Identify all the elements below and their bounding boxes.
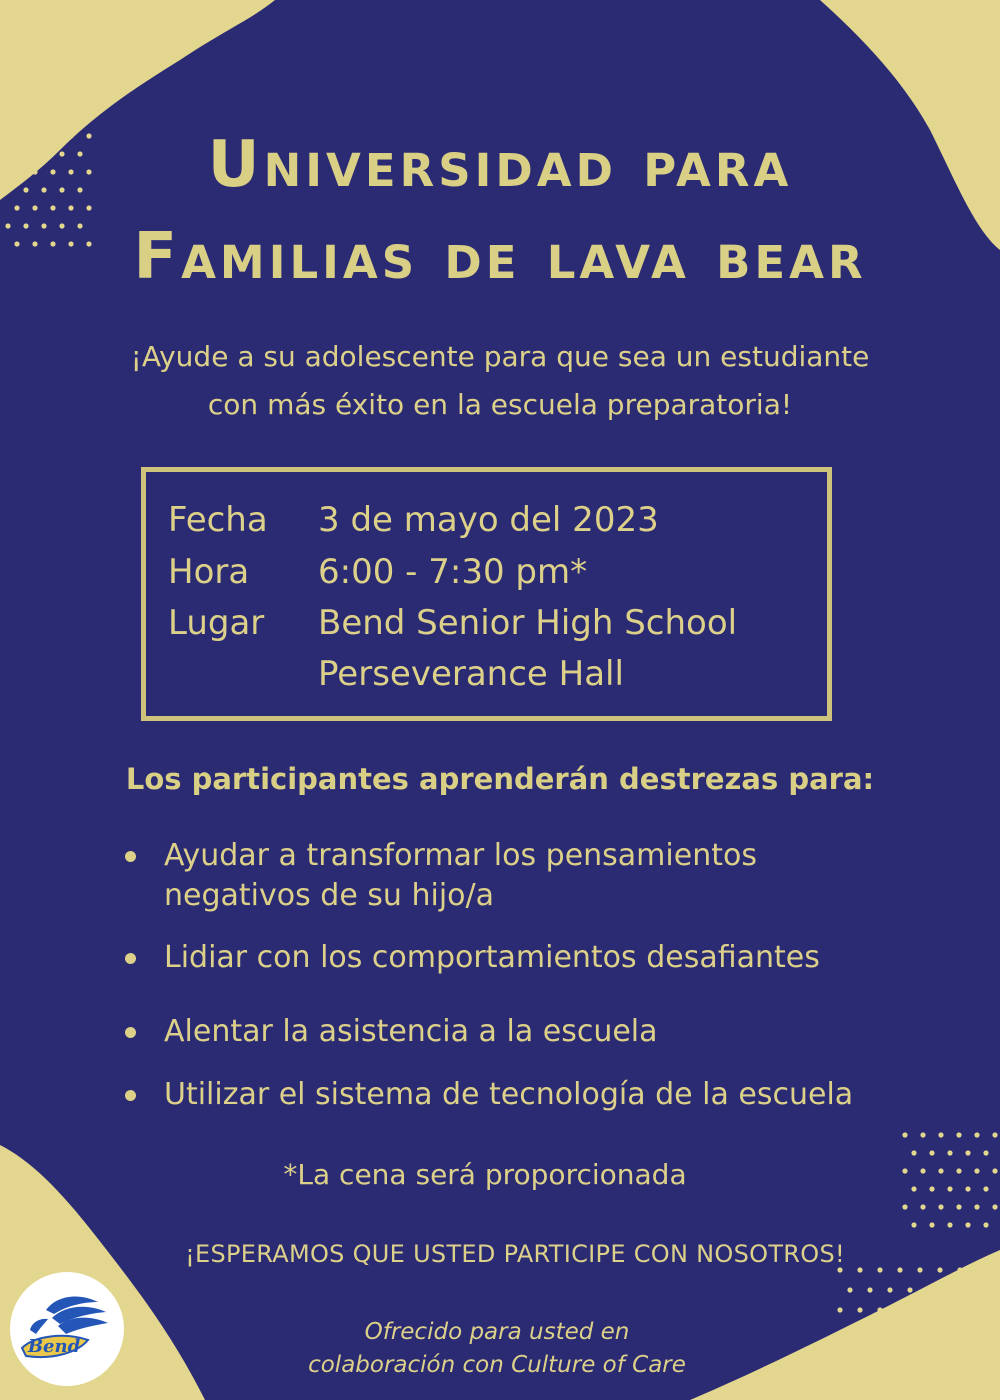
decorative-dot [41, 7, 46, 12]
decorative-dot [50, 25, 55, 30]
decorative-dot [837, 1387, 842, 1392]
decorative-dot [5, 79, 10, 84]
skills-heading: Los participantes aprenderán destrezas para: [125, 762, 875, 796]
decorative-dot [68, 25, 73, 30]
decorative-dot [847, 1287, 852, 1292]
decorative-dot [907, 1287, 912, 1292]
decorative-dot [14, 97, 19, 102]
time-value: 6:00 - 7:30 pm* [318, 552, 588, 592]
decorative-dot [902, 1204, 907, 1209]
event-place-row-2 [168, 654, 624, 694]
decorative-dot [86, 61, 91, 66]
decorative-dot [957, 1387, 962, 1392]
place-value-2: Perseverance Hall [318, 654, 624, 694]
subtitle-line-2: con más éxito en la escuela preparatoria! [207, 388, 793, 421]
decorative-dot [911, 1222, 916, 1227]
decorative-dot [837, 1307, 842, 1312]
decorative-dot [23, 79, 28, 84]
decorative-dot [967, 1287, 972, 1292]
decorative-dot [68, 205, 73, 210]
list-item: Utilizar el sistema de tecnología de la escuela [120, 1075, 940, 1115]
decorative-dot [897, 1307, 902, 1312]
decorative-dot [927, 1287, 932, 1292]
decorative-dot [50, 97, 55, 102]
event-time-row [168, 552, 587, 592]
decorative-dot [977, 1387, 982, 1392]
svg-text:Bend: Bend [27, 1336, 81, 1357]
decorative-dot [983, 1150, 988, 1155]
time-label: Hora [168, 552, 250, 592]
decorative-dot [41, 115, 46, 120]
decorative-dot [938, 1132, 943, 1137]
decorative-dot [947, 1150, 952, 1155]
decorative-dot [957, 1307, 962, 1312]
list-item: Lidiar con los comportamientos desafiantes [120, 938, 940, 978]
decorative-dot [77, 7, 82, 12]
decorative-dot [974, 1204, 979, 1209]
decorative-dot [877, 1387, 882, 1392]
title-line-1: Universidad para [207, 128, 793, 202]
decorative-dot [837, 1267, 842, 1272]
decorative-dot [974, 1168, 979, 1173]
decorative-dot [957, 1267, 962, 1272]
decorative-dot [77, 115, 82, 120]
decorative-dot [5, 7, 10, 12]
decorative-dot [59, 115, 64, 120]
decorative-dot [911, 1150, 916, 1155]
invitation-text: ¡ESPERAMOS QUE USTED PARTICIPE CON NOSOTROS! [185, 1240, 845, 1268]
decorative-dot [956, 1204, 961, 1209]
decorative-dot [938, 1204, 943, 1209]
place-label: Lugar [168, 603, 265, 643]
decorative-dot [41, 79, 46, 84]
decorative-dot [947, 1222, 952, 1227]
decorative-dot [32, 205, 37, 210]
decorative-dot [857, 1387, 862, 1392]
decorative-dot [5, 115, 10, 120]
decorative-dot [77, 43, 82, 48]
decorative-dot [987, 1287, 992, 1292]
decorative-dot [917, 1307, 922, 1312]
decorative-dot [50, 61, 55, 66]
decorative-dot [977, 1267, 982, 1272]
credit-line-2: colaboración con Culture of Care [308, 1352, 686, 1378]
decorative-dot [23, 7, 28, 12]
decorative-dot [23, 115, 28, 120]
decorative-dot [14, 205, 19, 210]
date-value: 3 de mayo del 2023 [318, 500, 659, 540]
decorative-dot [992, 1204, 997, 1209]
decorative-dot [983, 1186, 988, 1191]
decorative-dot [992, 1168, 997, 1173]
decorative-dot [14, 61, 19, 66]
decorative-dot [59, 79, 64, 84]
decorative-dot [929, 1222, 934, 1227]
list-item: Ayudar a transformar los pensamientos negativos de su hijo/a [120, 836, 940, 916]
decorative-dot [857, 1267, 862, 1272]
bullet-icon [125, 1027, 136, 1038]
decorative-dot [947, 1287, 952, 1292]
decorative-dot [68, 97, 73, 102]
decorative-dot [937, 1387, 942, 1392]
bullet-icon [125, 1090, 136, 1101]
decorative-dot [32, 61, 37, 66]
title-line-2: Familias de lava bear [133, 220, 867, 294]
decorative-dot [41, 43, 46, 48]
decorative-dot [857, 1307, 862, 1312]
event-place-row [168, 603, 737, 643]
decorative-dot [917, 1387, 922, 1392]
credit [0, 1316, 994, 1382]
decorative-dot [887, 1287, 892, 1292]
bear-paw-logo-icon [8, 1270, 126, 1388]
decorative-dot [977, 1307, 982, 1312]
decorative-dot [59, 7, 64, 12]
decorative-dot [974, 1132, 979, 1137]
decorative-dot [32, 25, 37, 30]
decorative-dot [867, 1287, 872, 1292]
bullet-icon [125, 851, 136, 862]
decorative-dot [5, 43, 10, 48]
decorative-dot [68, 61, 73, 66]
list-item: Alentar la asistencia a la escuela [120, 1012, 940, 1052]
subtitle-line-1: ¡Ayude a su adolescente para que sea un estudiante [130, 340, 870, 373]
subtitle [40, 333, 960, 429]
decorative-dot [929, 1150, 934, 1155]
decorative-dot [902, 1132, 907, 1137]
decorative-dot [86, 205, 91, 210]
decorative-dot [897, 1387, 902, 1392]
decorative-dot [983, 1222, 988, 1227]
credit-line-1: Ofrecido para usted en [364, 1319, 630, 1345]
decorative-dot [86, 97, 91, 102]
event-date-row [168, 500, 659, 540]
decorative-dot [965, 1150, 970, 1155]
decorative-dot [877, 1307, 882, 1312]
decorative-dot [32, 97, 37, 102]
decorative-dot [920, 1132, 925, 1137]
dinner-note: *La cena será proporcionada [283, 1158, 687, 1191]
decorative-dot [956, 1132, 961, 1137]
decorative-dot [920, 1204, 925, 1209]
event-info-box [141, 467, 832, 721]
decorative-dot [86, 25, 91, 30]
decorative-dot [917, 1267, 922, 1272]
decorative-dot [23, 43, 28, 48]
decorative-dot [877, 1267, 882, 1272]
date-label: Fecha [168, 500, 268, 540]
decorative-dot [77, 79, 82, 84]
bullet-icon [125, 953, 136, 964]
decorative-dot [14, 25, 19, 30]
decorative-dot [992, 1132, 997, 1137]
decorative-dot [937, 1307, 942, 1312]
place-value: Bend Senior High School [318, 603, 738, 643]
decorative-dot [897, 1267, 902, 1272]
decorative-dot [965, 1222, 970, 1227]
decorative-dot [937, 1267, 942, 1272]
decorative-dot [59, 43, 64, 48]
decorative-dot [50, 205, 55, 210]
